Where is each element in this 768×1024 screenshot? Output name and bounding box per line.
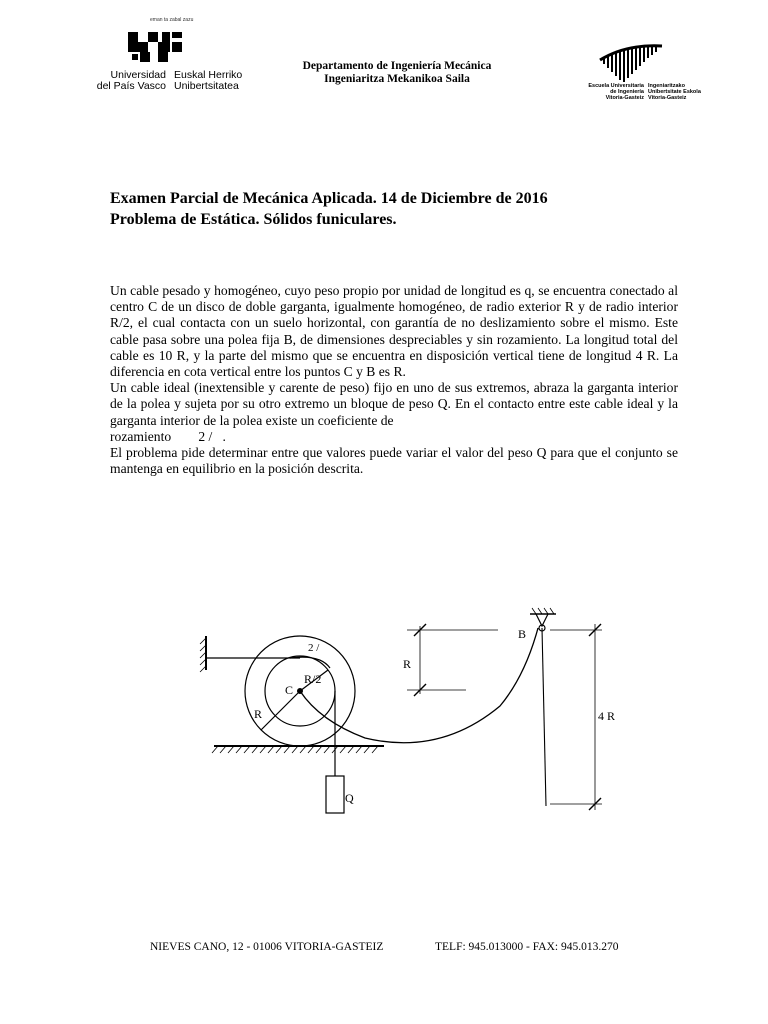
label-r-dimension: R <box>403 657 412 671</box>
department-heading <box>270 60 524 86</box>
paragraph-1: Un cable pesado y homogéneo, cuyo peso propio por unidad de longitud es q, se encuentra conectado al centro C de un disco de doble garganta, igualmente homogéneo, de radio exterior R y de radio interior R/2, el cual contacta con un suelo horizontal, con garantía de no deslizamiento sobre el mismo. Este cable pasa sobre una polea fija B, de dimensiones despreciables y sin rozamiento. La longitud total del cable es 10 R, y la parte del mismo que se encuentra en disposición vertical tiene de longitud 4 R. La diferencia en cota vertical entre los puntos C y B es R. <box>110 283 678 380</box>
block-q <box>326 776 344 813</box>
label-q: Q <box>345 791 354 805</box>
school-name-eu: Ingeniaritzako Unibertsitate Eskola Vitoria-Gasteiz <box>648 83 701 101</box>
center-c-dot <box>297 688 303 694</box>
school-name-es: Escuela Universitaria de Ingeniería Vitoria-Gasteiz <box>588 83 644 101</box>
label-c: C <box>285 683 294 697</box>
department-eu: Ingeniaritza Mekanikoa Saila <box>324 73 470 85</box>
label-r-half: R/2 <box>304 672 322 686</box>
footer-phone: TELF: 945.013000 - FAX: 945.013.270 <box>435 941 619 953</box>
problem-statement <box>110 283 678 477</box>
footer-address: NIEVES CANO, 12 - 01006 VITORIA-GASTEIZ <box>150 941 384 953</box>
label-b: B <box>518 627 527 641</box>
label-r-disk: R <box>254 707 263 721</box>
label-4r: 4 R <box>598 709 616 723</box>
upv-tagline: eman ta zabal zazu <box>150 17 194 23</box>
radius-outer-line <box>261 691 300 730</box>
statics-diagram <box>170 596 640 836</box>
paragraph-3: El problema pide determinar entre que valores puede variar el valor del peso Q para que el conjunto se mantenga en equilibrio en la posición descrita. <box>110 445 678 477</box>
heavy-cable <box>300 628 538 743</box>
upv-name-eu: Euskal Herriko Unibertsitatea <box>174 69 243 92</box>
paragraph-2: Un cable ideal (inextensible y carente de peso) fijo en uno de sus extremos, abraza la garganta interior de la polea y sujeta por su otro extremo un bloque de peso Q. En el contacto entre este cable ideal y la garganta interior de la polea existe un coeficiente de <box>110 380 678 428</box>
school-logo-icon <box>596 42 666 84</box>
angle-arc <box>290 657 330 668</box>
department-es: Departamento de Ingeniería Mecánica <box>302 60 492 72</box>
ground-hatch <box>212 746 378 753</box>
pulley-bracket <box>536 614 548 626</box>
upv-name-es: Universidad del País Vasco <box>96 69 166 92</box>
label-angle: 2 / <box>308 642 320 654</box>
exam-title: Examen Parcial de Mecánica Aplicada. 14 de Diciembre de 2016 <box>110 190 548 207</box>
problem-title: Problema de Estática. Sólidos funiculares. <box>110 211 397 228</box>
pulley-support-hatch <box>532 608 554 614</box>
upv-logo-icon <box>128 28 182 64</box>
paragraph-2-friction: rozamiento 2 / . <box>110 428 226 444</box>
heavy-cable-vertical <box>542 628 546 806</box>
